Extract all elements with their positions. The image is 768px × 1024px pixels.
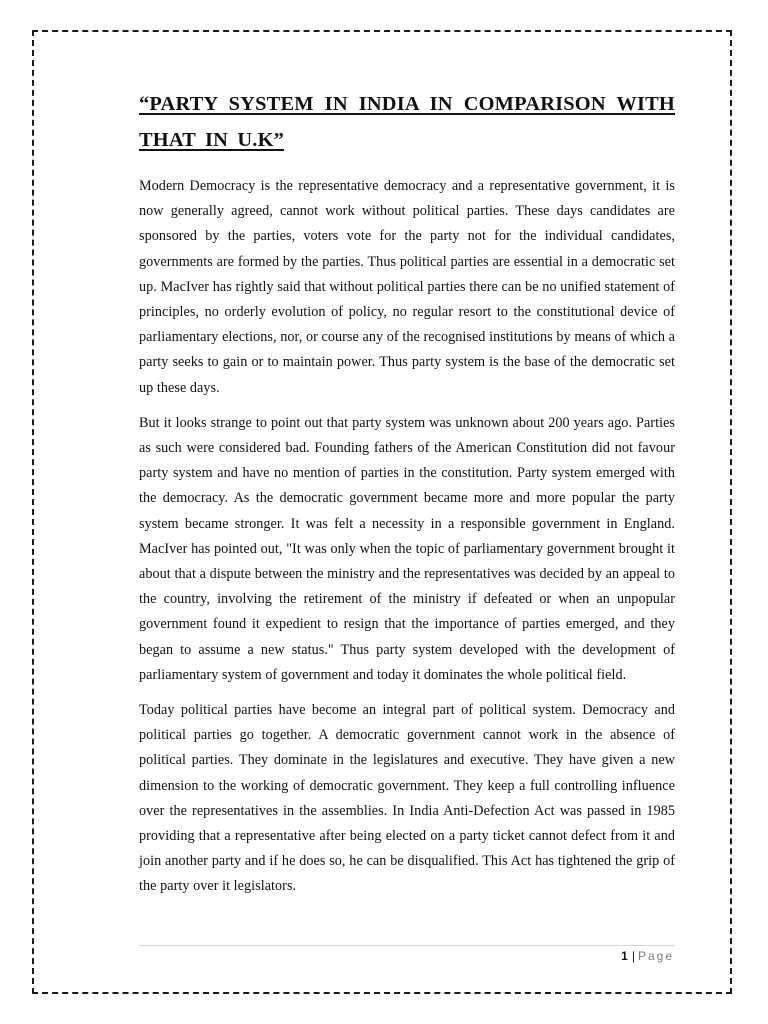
page-label: Page <box>637 949 674 963</box>
paragraph: But it looks strange to point out that party system was unknown about 200 years ago. Parties as such were considered bad. Founding fathers of the American Constitution did not favour party system and have no mention of parties in the constitution. Party system emerged with the democracy. As the democratic government became more and more popular the party system became stronger. It was felt a necessity in a responsible government in England. MacIver has pointed out, "It was only when the topic of parliamentary government brought it about that a dispute between the ministry and the representatives was decided by an appeal to the country, involving the retirement of the ministry if defeated or when an unpopular government found it expedient to resign that the importance of parties emerged, and they began to assume a new status." Thus party system developed with the development of parliamentary system of government and today it dominates the whole political field. <box>139 414 675 683</box>
page-footer <box>621 947 674 965</box>
paragraph: Modern Democracy is the representative democracy and a representative government, it is now generally agreed, cannot work without political parties. These days candidates are sponsored by the parties, voters vote for the party not for the individual candidates, governments are formed by the parties. Thus political parties are essential in a democratic set up. MacIver has rightly said that without political parties there can be no unified statement of principles, no orderly evolution of policy, no regular resort to the constitutional device of parliamentary elections, nor, or course any of the recognised institutions by means of which a party seeks to gain or to maintain power. Thus party system is the base of the democratic set up these days. <box>139 178 675 396</box>
document-body <box>139 86 675 910</box>
paragraph: Today political parties have become an integral part of political system. Democracy and political parties go together. A democratic government cannot work in the absence of political parties. They dominate in the legislatures and executive. They have given a new dimension to the working of democratic government. They keep a full controlling influence over the representatives in the assemblies. In India Anti-Defection Act was passed in 1985 providing that a representative after being elected on a party ticket cannot defect from it and join another party and if he does so, he can be disqualified. This Act has tightened the grip of the party over it legislators. <box>139 702 675 895</box>
document-title <box>139 86 675 158</box>
footer-separator: | <box>631 949 635 963</box>
page-number: 1 <box>621 949 628 963</box>
paragraph-list <box>139 174 675 900</box>
document-title-text: “PARTY SYSTEM IN INDIA IN COMPARISON WITH THAT IN U.K” <box>139 93 675 151</box>
footer-divider <box>139 945 675 946</box>
